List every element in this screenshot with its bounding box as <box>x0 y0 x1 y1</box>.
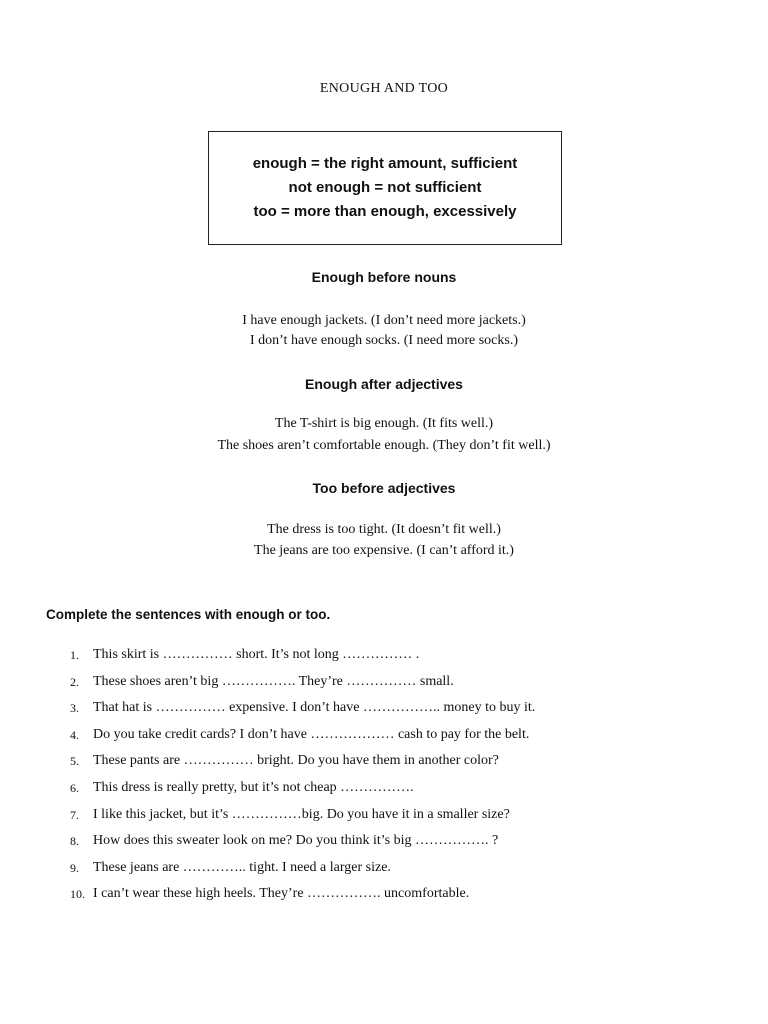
exercise-number: 8. <box>70 834 79 849</box>
exercise-sentence: I like this jacket, but it’s ……………big. Do you have it in a smaller size? <box>93 806 510 822</box>
page-title: ENOUGH AND TOO <box>319 81 449 96</box>
exercise-number: 7. <box>70 807 79 822</box>
exercise-item <box>0 727 768 754</box>
section-heading-enough-before-nouns: Enough before nouns <box>311 269 457 285</box>
exercise-item <box>0 780 768 807</box>
exercise-sentence: That hat is …………… expensive. I don’t have …………….. money to buy it. <box>93 700 536 716</box>
exercise-item <box>0 886 768 913</box>
exercise-item <box>0 833 768 860</box>
exercise-number: 1. <box>70 648 79 662</box>
exercise-instructions: Complete the sentences with enough or too. <box>46 607 331 622</box>
exercise-number: 9. <box>70 860 79 875</box>
exercise-sentence: I can’t wear these high heels. They’re ……………. uncomfortable. <box>93 886 470 902</box>
example-sentence: The shoes aren’t comfortable enough. (They don’t fit well.) <box>217 438 551 453</box>
example-sentence: The T-shirt is big enough. (It fits well.) <box>274 416 494 431</box>
exercise-number: 4. <box>70 727 79 742</box>
definitions-box <box>208 131 562 245</box>
exercise-sentence: This dress is really pretty, but it’s not cheap ……………. <box>93 779 414 795</box>
exercise-number: 2. <box>70 674 79 689</box>
exercise-item <box>0 860 768 887</box>
example-sentence: I don’t have enough socks. (I need more socks.) <box>249 333 518 348</box>
exercise-item <box>0 753 768 780</box>
example-sentence: The jeans are too expensive. (I can’t afford it.) <box>254 543 514 558</box>
exercise-sentence: Do you take credit cards? I don’t have ……………… cash to pay for the belt. <box>93 726 530 742</box>
exercise-number: 3. <box>70 701 79 716</box>
definition-enough: enough = the right amount, sufficient <box>252 155 518 172</box>
section-heading-too-before-adjectives: Too before adjectives <box>312 480 456 496</box>
definition-too: too = more than enough, excessively <box>253 203 517 220</box>
section-heading-enough-after-adjectives: Enough after adjectives <box>305 376 463 392</box>
example-sentence: The dress is too tight. (It doesn’t fit well.) <box>267 522 501 537</box>
exercise-sentence: This skirt is …………… short. It’s not long …………… . <box>93 647 420 662</box>
exercise-number: 10. <box>70 887 85 902</box>
exercise-item <box>0 674 768 701</box>
exercise-number: 5. <box>70 754 79 769</box>
exercise-item <box>0 647 768 674</box>
definition-not-enough: not enough = not sufficient <box>288 179 482 196</box>
exercise-sentence: These shoes aren’t big ……………. They’re …………… small. <box>93 673 454 689</box>
exercise-list <box>0 647 768 913</box>
exercise-sentence: How does this sweater look on me? Do you think it’s big ……………. ? <box>93 833 499 849</box>
exercise-sentence: These jeans are ………….. tight. I need a larger size. <box>93 859 391 875</box>
exercise-number: 6. <box>70 780 79 795</box>
exercise-item <box>0 700 768 727</box>
example-sentence: I have enough jackets. (I don’t need more jackets.) <box>242 313 526 328</box>
exercise-sentence: These pants are …………… bright. Do you have them in another color? <box>93 753 499 769</box>
exercise-item <box>0 807 768 834</box>
